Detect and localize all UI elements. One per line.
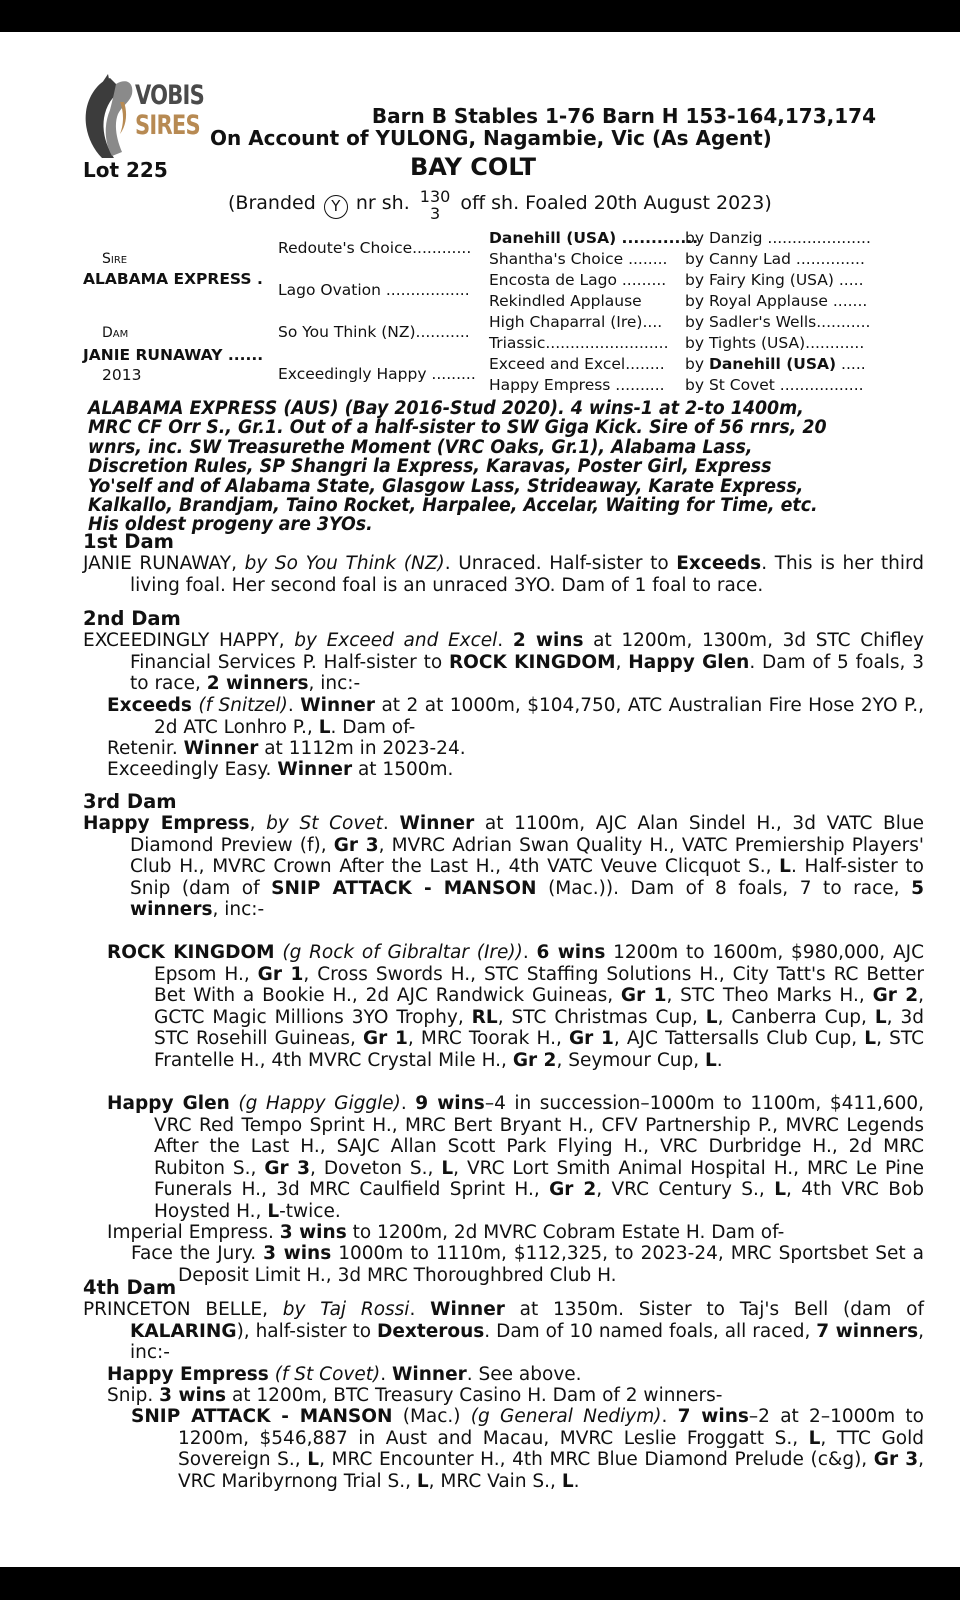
dam2-text: EXCEEDINGLY HAPPY, by Exceed and Excel. 2 wins at 1200m, 1300m, 3d STC Chifley Financial Services P. Half-sister to ROCK KINGDOM, Happy Glen. Dam of 5 foals, 3 to race, 2 winners, inc:- [83, 630, 925, 694]
brand-symbol-icon: Y [324, 195, 348, 219]
progeny-exceeds: Exceeds (f Snitzel). Winner at 2 at 1000m, $104,750, ATC Australian Fire Hose 2YO P., 2d ATC Lonhro P., L. Dam of- [107, 695, 924, 738]
vendor-account: On Account of YULONG, Nagambie, Vic (As Agent) [210, 126, 772, 150]
section-1st-dam: 1st Dam [83, 530, 174, 553]
logo-text-vobis: VOBIS [135, 80, 204, 111]
pedigree-gen3: Triassic......................... [489, 334, 669, 352]
section-4th-dam: 4th Dam [83, 1276, 177, 1299]
pedigree-gen2: Lago Ovation ................. [278, 281, 470, 299]
progeny-snip: Snip. 3 wins at 1200m, BTC Treasury Casino H. Dam of 2 winners- [107, 1385, 723, 1406]
progeny-face-the-jury: Face the Jury. 3 wins 1000m to 1110m, $112,325, to 2023-24, MRC Sportsbet Set a Deposit Limit H., 3d MRC Thoroughbred Club H. [131, 1243, 924, 1286]
section-3rd-dam: 3rd Dam [83, 790, 177, 813]
sire-label: Sire [102, 251, 128, 267]
sire-name: ALABAMA EXPRESS . [83, 270, 263, 288]
dam1-text: JANIE RUNAWAY, by So You Think (NZ). Unraced. Half-sister to Exceeds. This is her third living foal. Her second foal is an unraced 3YO. Dam of 1 foal to race. [83, 553, 925, 596]
progeny-retenir: Retenir. Winner at 1112m in 2023-24. [107, 738, 466, 759]
stables-location: Barn B Stables 1-76 Barn H 153-164,173,174 [371, 104, 876, 128]
pedigree-gen4: by Danzig ..................... [685, 229, 871, 247]
pedigree-gen2: Redoute's Choice............ [278, 239, 472, 257]
pedigree-gen3: Happy Empress .......... [489, 376, 665, 394]
pedigree-gen3: Danehill (USA) ............. [489, 229, 699, 247]
dam-year: 2013 [102, 366, 142, 384]
pedigree-gen4: by St Covet ................. [685, 376, 864, 394]
pedigree-gen3: Encosta de Lago ......... [489, 271, 667, 289]
lot-number: Lot 225 [83, 158, 168, 182]
dam-name: JANIE RUNAWAY ...... [83, 346, 264, 364]
pedigree-gen4: by Sadler's Wells........... [685, 313, 871, 331]
progeny-happy-empress: Happy Empress (f St Covet). Winner. See above. [107, 1364, 582, 1385]
dam4-text: PRINCETON BELLE, by Taj Rossi. Winner at 1350m. Sister to Taj's Bell (dam of KALARING), half-sister to Dexterous. Dam of 10 named foals, all raced, 7 winners, inc:- [83, 1299, 924, 1363]
pedigree-gen3: High Chaparral (Ire).... [489, 313, 663, 331]
pedigree-gen4: by Canny Lad .............. [685, 250, 865, 268]
pedigree-gen4: by Tights (USA)............ [685, 334, 865, 352]
pedigree-gen3: Rekindled Applause [489, 292, 642, 310]
section-2nd-dam: 2nd Dam [83, 607, 181, 630]
pedigree-gen4: by Fairy King (USA) ..... [685, 271, 864, 289]
page-title: BAY COLT [410, 153, 537, 181]
progeny-happy-glen: Happy Glen (g Happy Giggle). 9 wins–4 in succession–1000m to 1100m, $411,600, VRC Red Tempo Sprint H., MRC Bert Bryant H., CFV Partnership P., MVRC Legends After the Last H., SAJC Allan Scott Park Flying H., VRC Durbridge H., 2d MRC Rubiton S., Gr 3, Doveton S., L, VRC Lort Smith Animal Hospital H., MRC Le Pine Funerals H., 3d MRC Caulfield Sprint H., Gr 2, VRC Century S., L, 4th VRC Bob Hoysted H., L-twice. [107, 1093, 925, 1222]
pedigree-gen4: by Royal Applause ....... [685, 292, 868, 310]
progeny-imperial-empress: Imperial Empress. 3 wins to 1200m, 2d MVRC Cobram Estate H. Dam of- [107, 1222, 785, 1243]
pedigree-gen3: Exceed and Excel........ [489, 355, 665, 373]
pedigree-gen4: by Danehill (USA) ..... [685, 355, 866, 373]
progeny-exceedingly-easy: Exceedingly Easy. Winner at 1500m. [107, 759, 454, 780]
pedigree-gen2: So You Think (NZ)........... [278, 323, 470, 341]
logo-text-sires: SIRES [135, 110, 200, 141]
pedigree-gen2: Exceedingly Happy ......... [278, 365, 476, 383]
catalogue-page [0, 32, 960, 1567]
progeny-snip-attack-manson: SNIP ATTACK - MANSON (Mac.) (g General Nediym). 7 wins–2 at 2–1000m to 1200m, $546,887 in Aust and Macau, MVRC Leslie Froggatt S., L, TTC Gold Sovereign S., L, MRC Encounter H., 4th MRC Blue Diamond Prelude (c&g), Gr 3, VRC Maribyrnong Trial S., L, MRC Vain S., L. [131, 1406, 925, 1492]
sire-summary: ALABAMA EXPRESS (AUS) (Bay 2016-Stud 2020). 4 wins-1 at 2-to 1400m, MRC CF Orr S., Gr.1. Out of a half-sister to SW Giga Kick. Sire of 56 rnrs, 20 wnrs, inc. SW Treasurethe Moment (VRC Oaks, Gr.1), Alabama Lass, Discretion Rules, SP Shangri la Express, Karavas, Poster Girl, Express Yo'self and of Alabama State, Glasgow Lass, Strideaway, Karate Express, Kalkallo, Brandjam, Taino Rocket, Harpalee, Accelar, Waiting for Time, etc. His oldest progeny are 3YOs. [88, 398, 827, 536]
dam-label: Dam [102, 325, 129, 341]
brand-number: 130 3 [419, 187, 451, 223]
dam3-text: Happy Empress, by St Covet. Winner at 1100m, AJC Alan Sindel H., 3d VATC Blue Diamond Preview (f), Gr 3, MVRC Adrian Swan Quality H., VATC Premiership Players' Club H., MVRC Crown After the Last H., 4th VATC Veuve Clicquot S., L. Half-sister to Snip (dam of SNIP ATTACK - MANSON (Mac.)). Dam of 8 foals, 7 to race, 5 winners, inc:- [83, 813, 925, 920]
progeny-rock-kingdom: ROCK KINGDOM (g Rock of Gibraltar (Ire)). 6 wins 1200m to 1600m, $980,000, AJC Epsom H., Gr 1, Cross Swords H., STC Staffing Solutions H., City Tatt's RC Better Bet With a Bookie H., 2d AJC Randwick Guineas, Gr 1, STC Theo Marks H., Gr 2, GCTC Magic Millions 3YO Trophy, RL, STC Christmas Cup, L, Canberra Cup, L, 3d STC Rosehill Guineas, Gr 1, MRC Toorak H., Gr 1, AJC Tattersalls Club Cup, L, STC Frantelle H., 4th MVRC Crystal Mile H., Gr 2, Seymour Cup, L. [107, 942, 925, 1071]
pedigree-gen3: Shantha's Choice ........ [489, 250, 668, 268]
brand-description: (Branded Y nr sh. 130 3 off sh. Foaled 20th August 2023) [228, 187, 772, 223]
